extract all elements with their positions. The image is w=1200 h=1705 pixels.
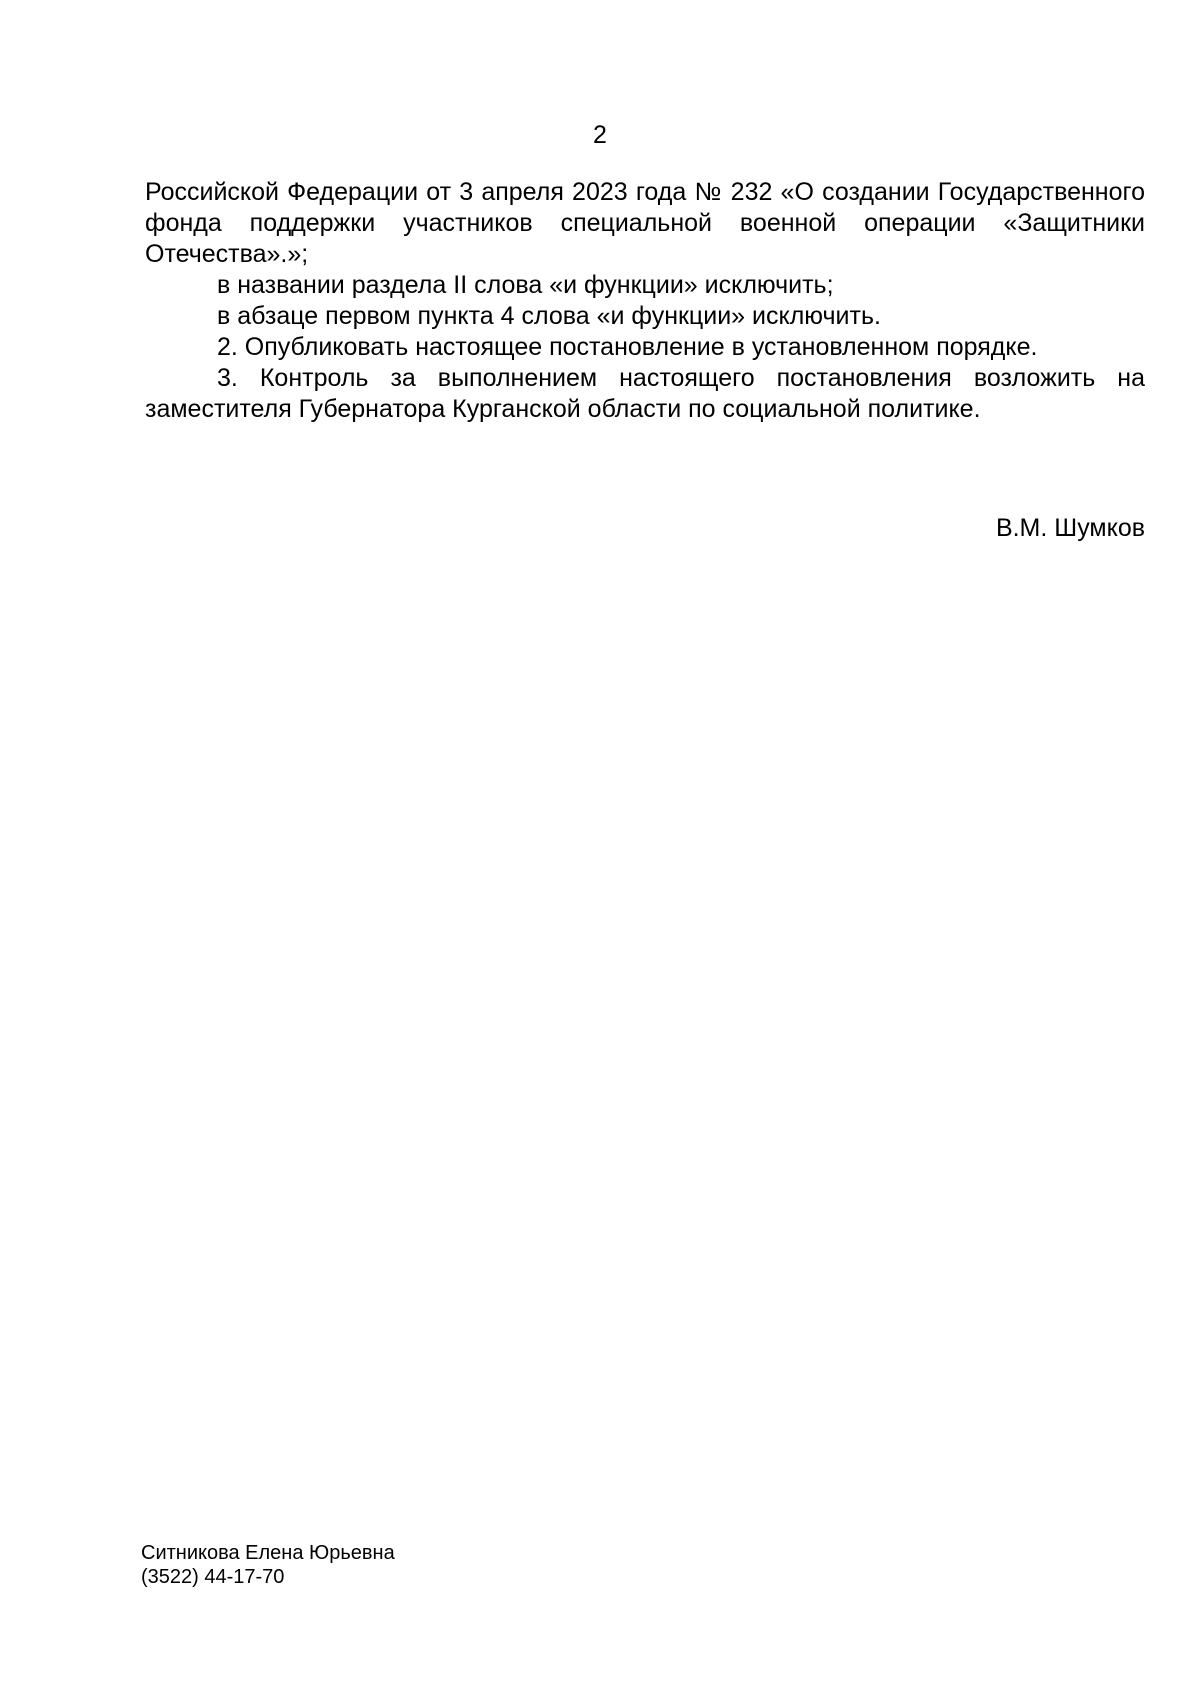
paragraph-section-title-amendment: в названии раздела II слова «и функции» исключить; xyxy=(217,271,834,299)
document-body xyxy=(145,177,1145,425)
contact-name: Ситникова Елена Юрьевна xyxy=(141,1542,395,1564)
paragraph-control: 3. Контроль за выполнением настоящего постановления возложить на заместителя Губернатора Курганской области по социальной политике. xyxy=(145,364,1145,423)
paragraph-item-4-amendment: в абзаце первом пункта 4 слова «и функции» исключить. xyxy=(217,302,881,330)
paragraph-continuation: Российской Федерации от 3 апреля 2023 года № 232 «О создании Государственного фонда поддержки участников специальной военной операции «Защитники Отечества».»; xyxy=(145,178,1145,268)
page-number: 2 xyxy=(593,121,607,149)
signature-name: В.М. Шумков xyxy=(995,514,1145,542)
paragraph-publish: 2. Опубликовать настоящее постановление в установленном порядке. xyxy=(217,333,1038,361)
contact-block xyxy=(141,1541,395,1589)
contact-phone: (3522) 44-17-70 xyxy=(141,1566,285,1588)
